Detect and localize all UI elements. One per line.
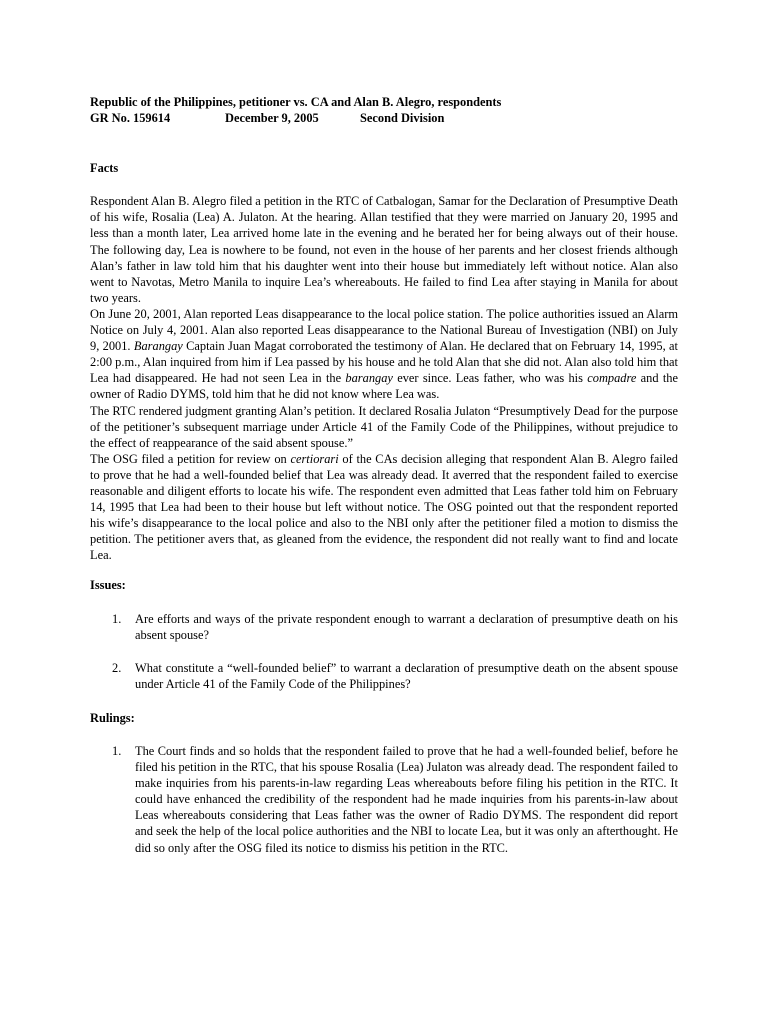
facts-p4-certiorari: certiorari [290,451,339,466]
list-item-text: What constitute a “well-founded belief” to warrant a declaration of presumptive death on the absent spouse under Article 41 of the Family Code of the Philippines? [135,660,678,691]
facts-p2-barangay-1: Barangay [133,339,183,354]
facts-p4-text-b: of the CAs decision alleging that respondent Alan B. Alegro failed to prove that he had a well-founded belief that Lea was already dead. It averred that the respondent failed to exercise reasonable and diligent efforts to locate his wife. The respondent even admitted that Leas father told him on February 14, 1995 that Lea had been to their house but left without notice. The OSG pointed out that the respondent reported his wife’s disappearance to the local police and also to the NBI only after the petitioner filed a motion to dismiss the petition. The petitioner avers that, as gleaned from the evidence, the respondent did not really want to find and locate Lea. [90,451,678,563]
case-meta-line [90,110,678,126]
facts-p2-text-b: Captain Juan Magat corroborated the testimony of Alan. He declared that on February 14, 1995, at 2:00 p.m., Alan inquired from him if Lea passed by his house and he told Alan that she did not. Alan also told him that Lea had disappeared. He had not seen Lea in the [90,339,678,386]
facts-paragraph-4 [90,451,678,564]
facts-p4-text-a: The OSG filed a petition for review on [90,451,291,466]
list-item [90,660,678,692]
facts-paragraph-2 [90,306,678,403]
document-page [90,94,678,856]
case-title: Republic of the Philippines, petitioner vs. CA and Alan B. Alegro, respondents [90,95,502,109]
facts-p2-barangay-2: barangay [345,371,393,386]
rulings-heading: Rulings: [90,710,135,725]
facts-p2-compadre: compadre [587,371,637,386]
facts-p2-text-d: and the owner of Radio DYMS, told him that he did not know where Lea was. [90,371,678,402]
facts-paragraph-3: The RTC rendered judgment granting Alan’s petition. It declared Rosalia Julaton “Presumptively Dead for the purpose of the petitioner’s subsequent marriage under Article 41 of the Family Code of the Philippines, without prejudice to the effect of reappearance of the said absent spouse.” [90,403,678,450]
list-item [90,743,678,856]
issues-heading: Issues: [90,578,126,593]
decision-date: December 9, 2005 [225,111,319,126]
gr-number: GR No. 159614 [90,111,171,126]
facts-heading: Facts [90,161,119,176]
rulings-list [90,743,678,856]
document-header [90,94,678,126]
list-item [90,611,678,643]
facts-p2-text-c: ever since. Leas father, who was his [392,371,588,386]
facts-paragraph-1: Respondent Alan B. Alegro filed a petition in the RTC of Catbalogan, Samar for the Declaration of Presumptive Death of his wife, Rosalia (Lea) A. Julaton. At the hearing. Allan testified that they were married on January 20, 1995 and less than a month later, Lea arrived home late in the evening and he berated her for being always out of their house. The following day, Lea is nowhere to be found, not even in the house of her parents and her closest friends although Alan’s father in law told him that his daughter went into their house but immediately left without notice. Alan also went to Navotas, Metro Manila to inquire Lea’s whereabouts. He failed to find Lea after staying in Manila for about two years. [90,194,678,305]
issues-list [90,611,678,692]
list-number: 1. [112,744,122,758]
division: Second Division [360,111,445,126]
list-item-text: Are efforts and ways of the private respondent enough to warrant a declaration of presumptive death on his absent spouse? [135,611,678,642]
facts-p2-text-a: On June 20, 2001, Alan reported Leas disappearance to the local police station. The police authorities issued an Alarm Notice on July 4, 2001. Alan also reported Leas disappearance to the National Bureau of Investigation (NBI) on July 9, 2001. [90,306,678,354]
list-number: 2. [112,660,122,675]
list-number: 1. [112,611,122,626]
list-item-text: The Court finds and so holds that the respondent failed to prove that he had a well-founded belief, before he filed his petition in the RTC, that his spouse Rosalia (Lea) Julaton was already dead. The respondent failed to make inquiries from his parents-in-law regarding Leas whereabouts before filing his petition in the RTC. It could have enhanced the credibility of the respondent had he made inquiries from his parents-in-law about Leas whereabouts considering that Leas father was the owner of Radio DYMS. The respondent did report and seek the help of the local police authorities and the NBI to locate Lea, but it was only an afterthought. He did so only after the OSG filed its notice to dismiss his petition in the RTC. [135,744,678,855]
facts-body [90,193,678,563]
